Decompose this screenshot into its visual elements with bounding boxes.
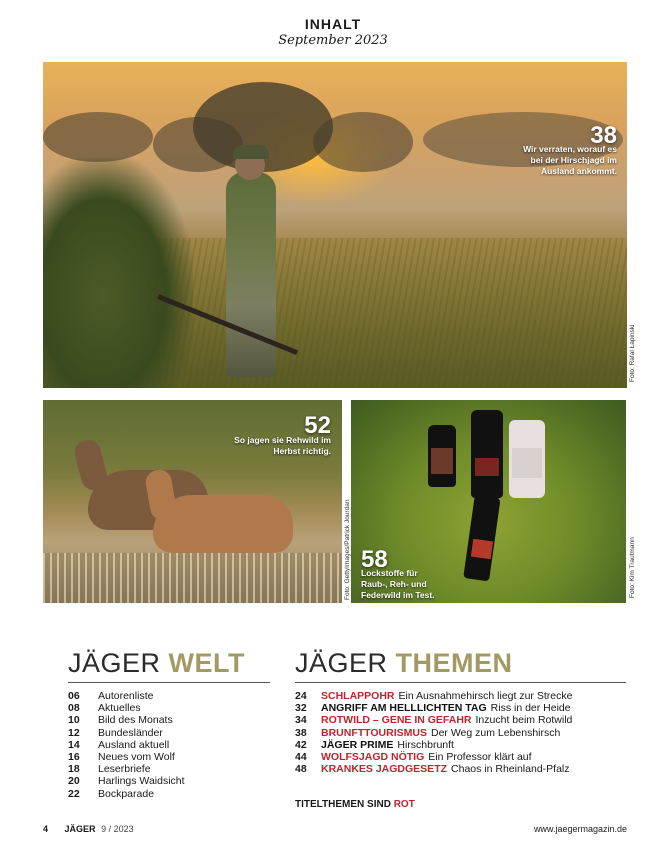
page-number: 4 [43, 824, 49, 834]
page-ref-38: 38 [590, 122, 617, 149]
list-item[interactable]: 32 ANGRIFF AM HELLLICHTEN TAG Riss in der Heide [295, 702, 571, 715]
list-item[interactable]: 34 ROTWILD – GENE IN GEFAHR Inzucht beim Rotwild [295, 714, 573, 727]
list-item[interactable]: 44 WOLFSJAGD NÖTIG Ein Professor klärt auf [295, 751, 532, 764]
list-item[interactable]: 14 Ausland aktuell [68, 738, 170, 751]
page-ref-52: 52 [304, 412, 331, 439]
teaser-58: Lockstoffe für Raub-, Reh- und Federwild im Test. [361, 568, 435, 600]
photo-credit-deer: Foto: GettyImages/Patrick Jourdan [344, 499, 351, 600]
photo-credit-moss: Foto: Kim Trautmann [629, 537, 636, 598]
issue-date: September 2023 [278, 33, 388, 48]
welt-heading: JÄGER WELT [68, 648, 246, 678]
page-ref-58: 58 [361, 546, 388, 573]
footer-left [43, 824, 134, 834]
themen-list [295, 690, 630, 775]
photo-credit-main: Foto: Rafal Łapinski [629, 324, 636, 382]
titelthemen-note: TITELTHEMEN SIND ROT [295, 799, 415, 810]
list-item[interactable]: 24 SCHLAPPOHR Ein Ausnahmehirsch liegt zur Strecke [295, 690, 573, 702]
list-item[interactable]: 20 Harlings Waidsicht [68, 775, 185, 788]
issue-number: 9 / 2023 [101, 824, 134, 834]
welt-divider [68, 682, 270, 683]
lockstoff-photo[interactable] [351, 400, 626, 603]
magazine-name: JÄGER [64, 824, 96, 834]
list-item[interactable]: 06 Autorenliste [68, 690, 154, 702]
list-item[interactable]: 08 Aktuelles [68, 702, 141, 715]
teaser-38: Wir verraten, worauf es bei der Hirschjagd im Ausland ankommt. [523, 144, 617, 176]
footer-url[interactable]: www.jaegermagazin.de [533, 824, 627, 834]
themen-heading: JÄGER THEMEN [295, 648, 513, 678]
page-title: INHALT [304, 16, 362, 32]
list-item[interactable]: 22 Bockparade [68, 787, 155, 800]
hunter-photo[interactable] [43, 62, 627, 388]
list-item[interactable]: 48 KRANKES JAGDGESETZ Chaos in Rheinland-Pfalz [295, 763, 570, 776]
themen-divider [295, 682, 626, 683]
deer-photo[interactable] [43, 400, 342, 603]
list-item[interactable]: 18 Leserbriefe [68, 763, 151, 776]
list-item[interactable]: 16 Neues vom Wolf [68, 751, 175, 764]
list-item[interactable]: 12 Bundesländer [68, 726, 163, 739]
teaser-52: So jagen sie Rehwild im Herbst richtig. [234, 435, 331, 456]
list-item[interactable]: 38 BRUNFTTOURISMUS Der Weg zum Lebenshirsch [295, 726, 561, 739]
list-item[interactable]: 42 JÄGER PRIME Hirschbrunft [295, 738, 454, 751]
list-item[interactable]: 10 Bild des Monats [68, 714, 173, 727]
welt-list [68, 690, 270, 800]
